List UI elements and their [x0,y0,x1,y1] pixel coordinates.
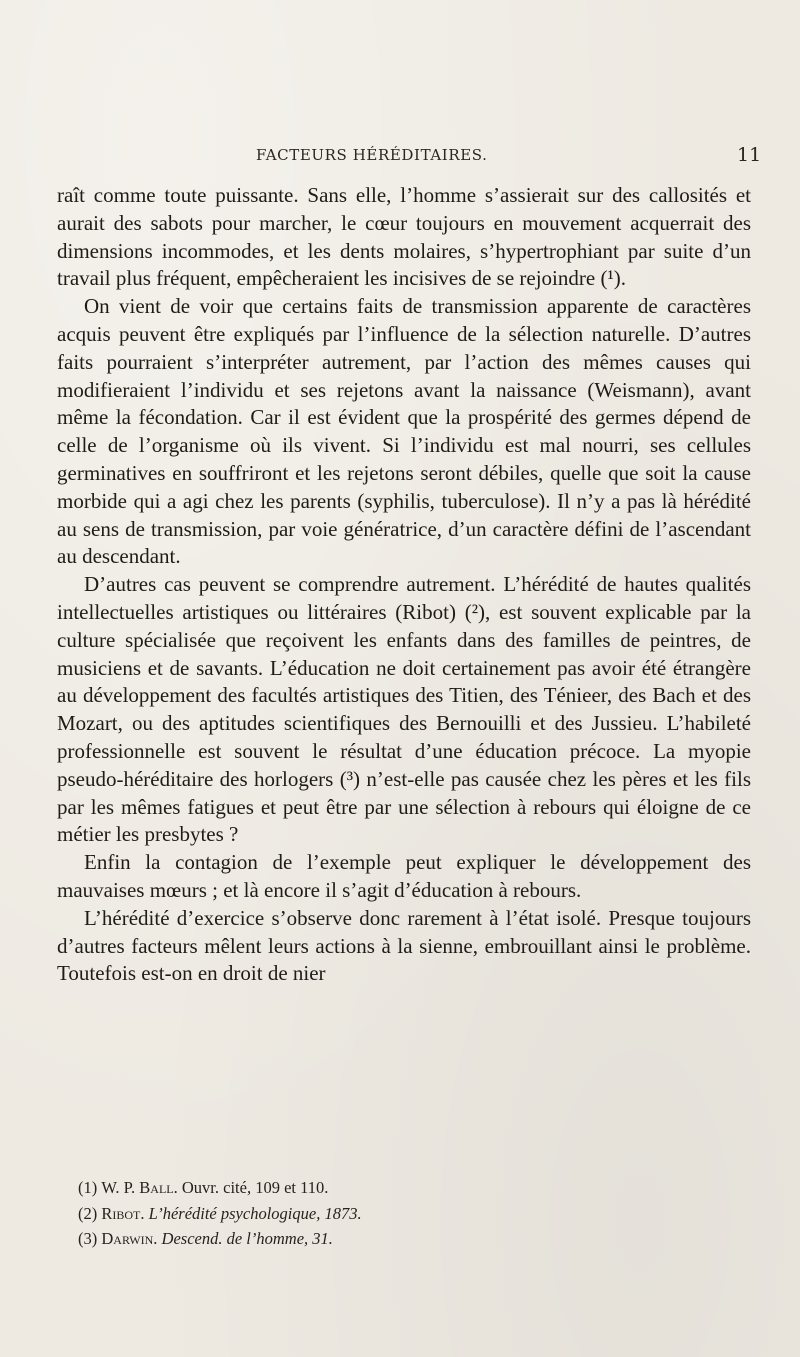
footnotes [78,1175,748,1252]
footnote-author: Darwin. [101,1229,158,1248]
footnote-author: Ribot. [101,1203,145,1223]
page-number: 11 [737,144,762,166]
footnote-work: Ouvr. cité, 109 et 110. [181,1178,329,1197]
footnote [78,1226,748,1252]
footnote [78,1175,748,1201]
body-text [57,182,751,988]
footnote-work: L’hérédité psychologique, 1873. [148,1203,362,1223]
footnote-number: (3) [78,1229,98,1248]
footnote-number: (1) [78,1178,98,1197]
paragraph: raît comme toute puissante. Sans elle, l’homme s’assierait sur des callosités et aurait des sabots pour marcher, le cœur toujours en mouvement acquerrait des dimensions incommodes, et les dents molaires, s’hypertrophiant par suite d’un travail plus fréquent, empêcheraient les incisives de se rejoindre (¹). [57,183,751,291]
footnote-work: Descend. de l’homme, 31. [161,1229,333,1248]
paragraph: Enfin la contagion de l’exemple peut expliquer le développement des mauvaises mœurs ; et là encore il s’agit d’éducation à rebours. [57,850,751,902]
running-title: FACTEURS HÉRÉDITAIRES. [256,146,488,164]
footnote-author: W. P. Ball. [101,1178,178,1197]
page-header [0,146,800,170]
paragraph: D’autres cas peuvent se comprendre autrement. L’hérédité de hautes qualités intellectuelles artistiques ou littéraires (Ribot) (²), est souvent explicable par la culture spécialisée que reçoivent les enfants dans des familles de peintres, de musiciens et de savants. L’éducation ne doit certainement pas avoir été étrangère au développement des facultés artistiques des Titien, des Ténieer, des Bach et des Mozart, ou des aptitudes scientifiques des Bernouilli et des Jussieu. L’habileté professionnelle est souvent le résultat d’une éducation précoce. La myopie pseudo-héréditaire des horlogers (³) n’est-elle pas causée chez les pères et les fils par les mêmes fatigues et peut être par une sélection à rebours qui éloigne de ce métier les presbytes ? [57,572,751,847]
footnote [78,1201,748,1227]
footnote-number: (2) [78,1203,98,1223]
paragraph: L’hérédité d’exercice s’observe donc rarement à l’état isolé. Presque toujours d’autres facteurs mêlent leurs actions à la sienne, embrouillant ainsi le problème. Toutefois est-on en droit de nier [57,905,751,986]
paragraph: On vient de voir que certains faits de transmission apparente de caractères acquis peuvent être expliqués par l’influence de la sélection naturelle. D’autres faits pourraient s’interpréter autrement, par l’action des mêmes causes qui modifieraient l’individu et ses rejetons avant la naissance (Weismann), avant même la fécondation. Car il est évident que la prospérité des germes dépend de celle de l’organisme où ils vivent. Si l’individu est mal nourri, ses cellules germinatives en souffriront et les rejetons seront débiles, quelle que soit la cause morbide qui a agi chez les parents (syphilis, tuberculose). Il n’y a pas là hérédité au sens de transmission, par voie génératrice, d’un caractère défini de l’ascendant au descendant. [57,294,751,569]
